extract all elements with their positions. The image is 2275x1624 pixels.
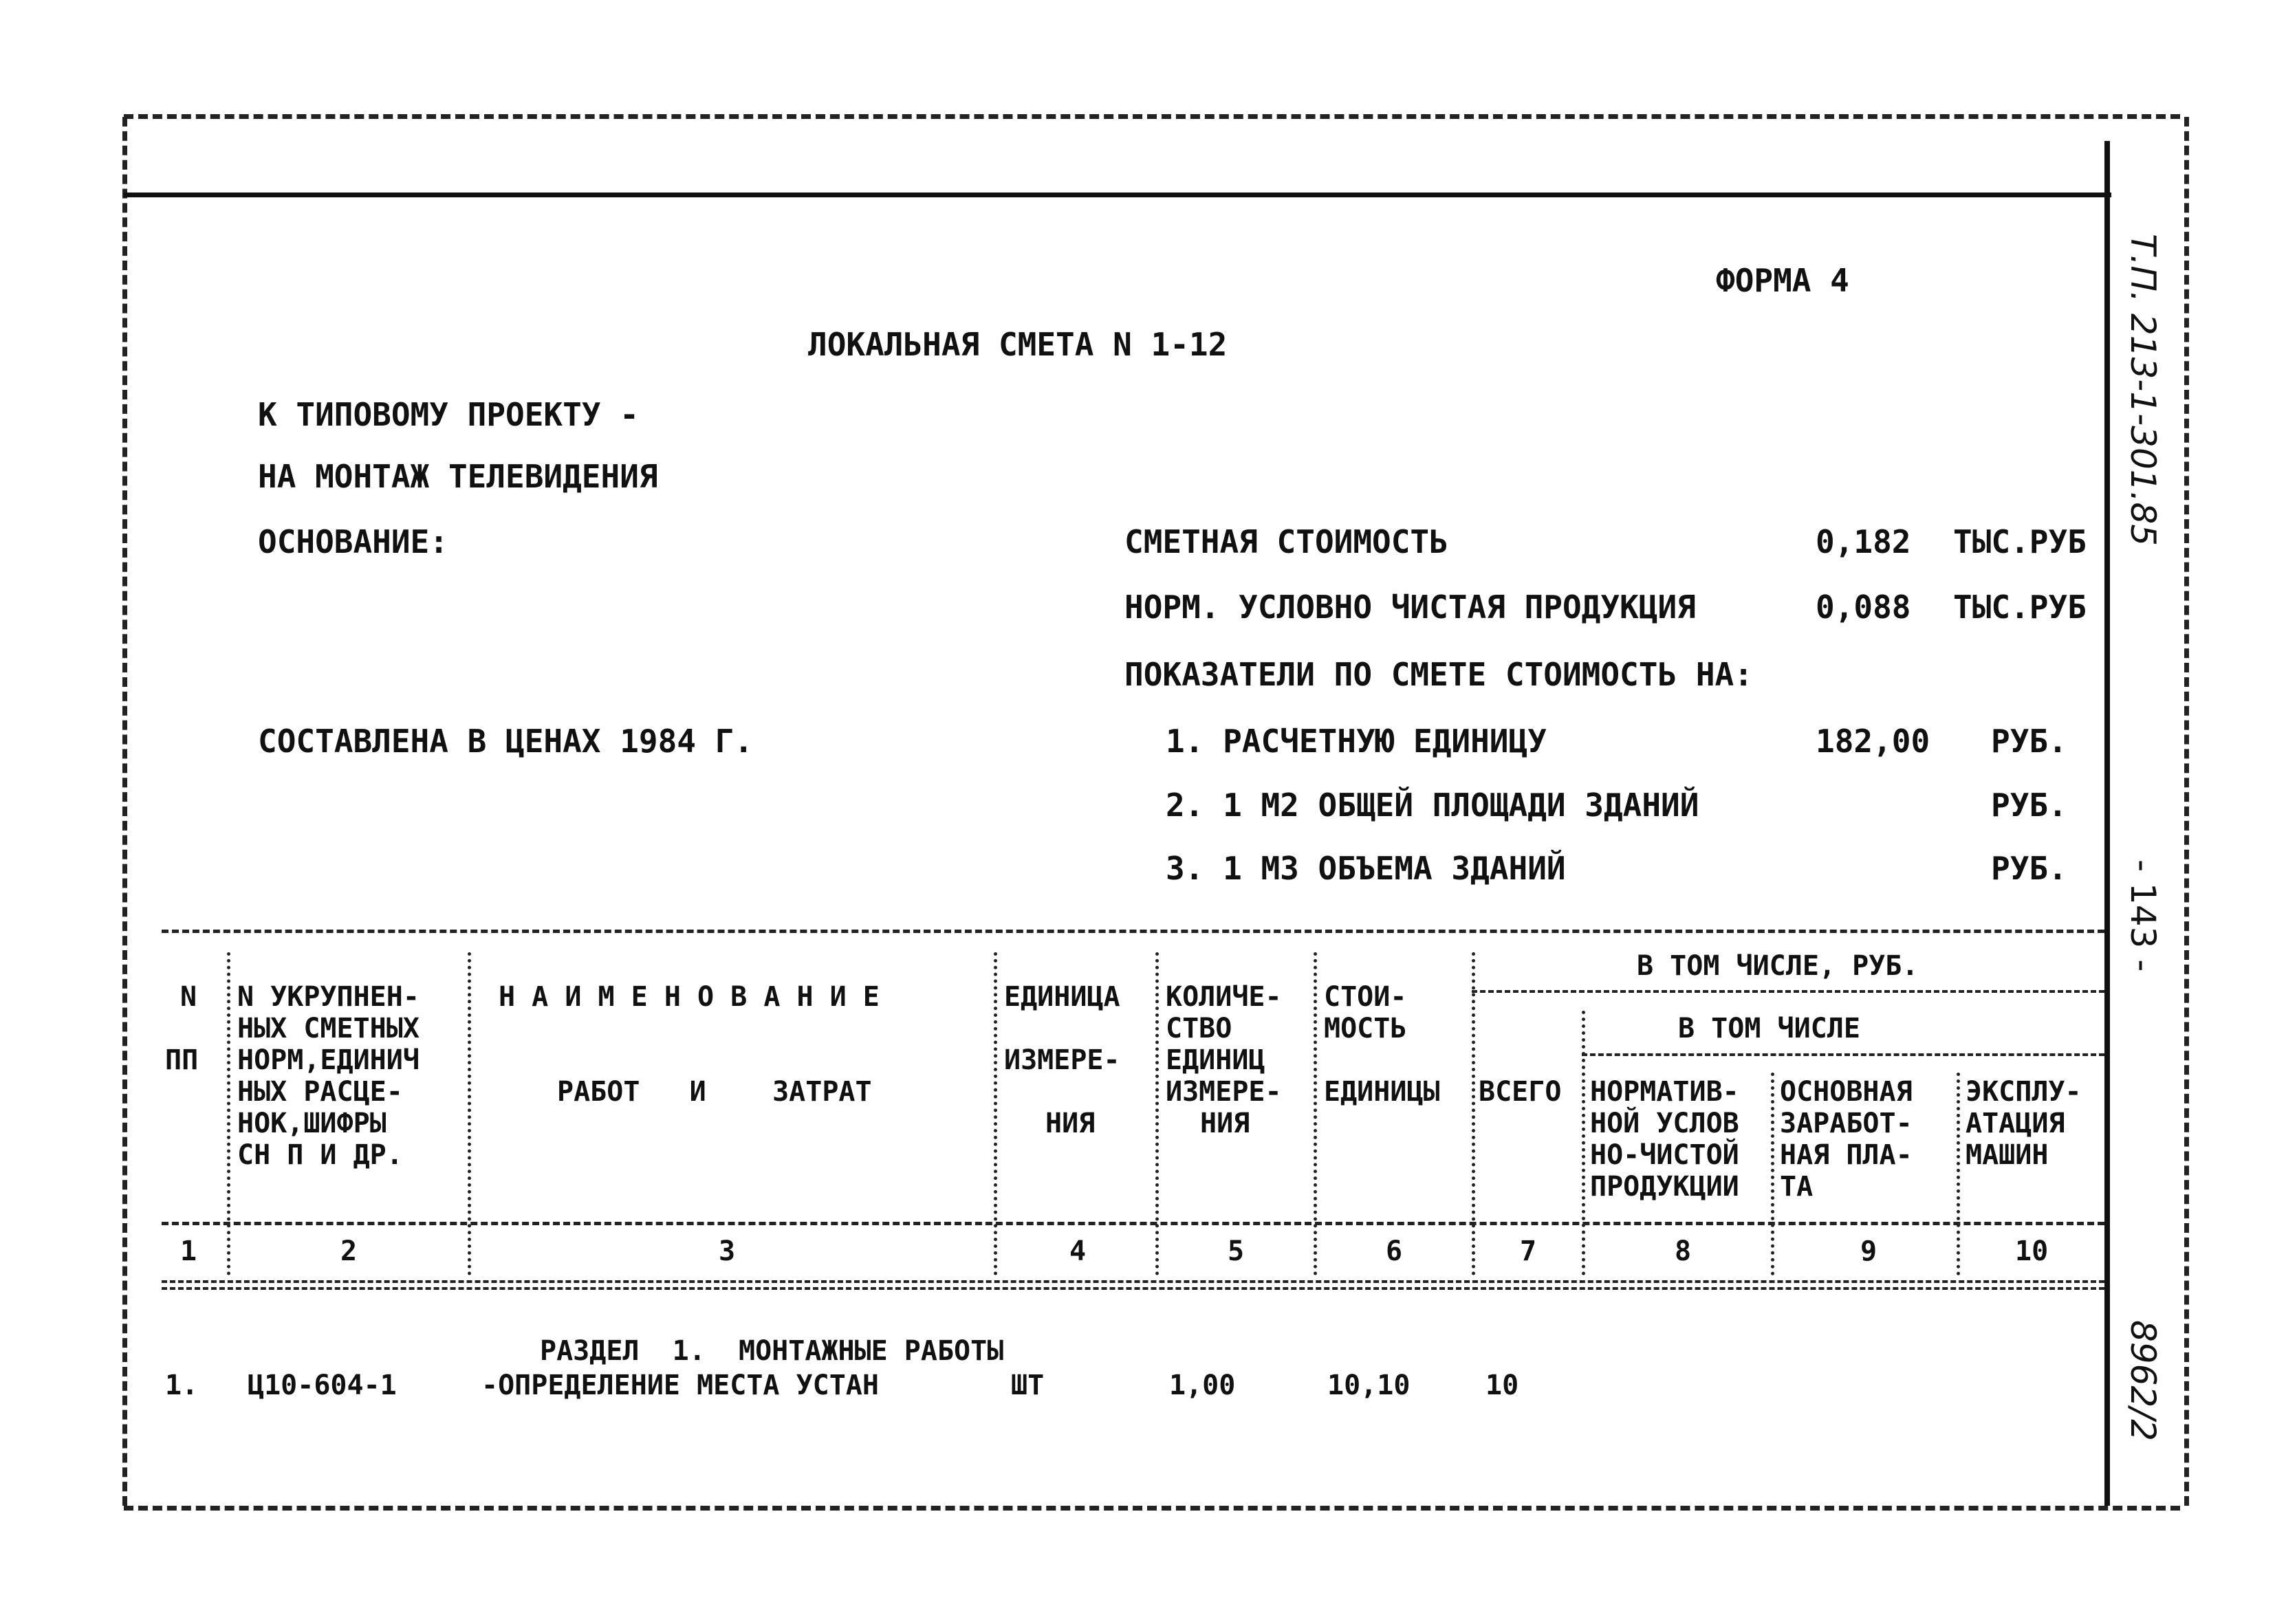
column-number: 10: [2015, 1236, 2049, 1267]
column-number: 3: [719, 1236, 736, 1267]
header-col9: ТА: [1780, 1171, 1814, 1203]
column-number: 4: [1069, 1236, 1087, 1267]
prices-note: СОСТАВЛЕНА В ЦЕНАХ 1984 Г.: [258, 723, 754, 760]
table-top-rule: [162, 930, 2104, 933]
header-col6: СТОИ-: [1324, 981, 1407, 1013]
frame-right-dashed: [2184, 117, 2189, 1506]
column-separator: [1472, 952, 1475, 1275]
column-separator: [227, 952, 230, 1275]
column-number: 5: [1228, 1236, 1245, 1267]
column-separator: [1314, 952, 1317, 1275]
header-col3-top: Н А И М Е Н О В А Н И Е: [499, 981, 880, 1013]
summary-label: ПОКАЗАТЕЛИ ПО СМЕТЕ СТОИМОСТЬ НА:: [1124, 656, 1753, 693]
document-title: ЛОКАЛЬНАЯ СМЕТА N 1-12: [808, 326, 1228, 363]
subgroup-rule: [1582, 1053, 2104, 1056]
header-col4: ИЗМЕРЕ-: [1004, 1044, 1120, 1076]
header-col2: НОК,ШИФРЫ: [237, 1108, 387, 1139]
column-number: 1: [180, 1236, 197, 1267]
side-sheet-number: 8962/2: [2123, 1320, 2163, 1441]
header-col5: ИЗМЕРЕ-: [1166, 1076, 1282, 1108]
summary-label: 2. 1 М2 ОБЩЕЙ ПЛОЩАДИ ЗДАНИЙ: [1166, 787, 1699, 824]
side-page-number: - 143 -: [2123, 859, 2163, 972]
header-col6: ЕДИНИЦЫ: [1324, 1076, 1440, 1108]
summary-unit: РУБ.: [1991, 787, 2067, 824]
column-separator: [1582, 1011, 1585, 1275]
column-number: 9: [1860, 1236, 1877, 1267]
summary-label: 3. 1 М3 ОБЪЕМА ЗДАНИЙ: [1166, 850, 1566, 887]
summary-unit: ТЫС.РУБ: [1953, 589, 2087, 626]
header-col5: СТВО: [1166, 1013, 1232, 1044]
column-number: 8: [1675, 1236, 1692, 1267]
row-quantity: 1,00: [1169, 1370, 1236, 1401]
header-col10: АТАЦИЯ: [1966, 1108, 2065, 1139]
header-col9: ОСНОВНАЯ: [1780, 1076, 1913, 1108]
frame-top-solid: [124, 193, 2111, 197]
header-col5: ЕДИНИЦ: [1166, 1044, 1265, 1076]
table-header-rule: [162, 1222, 2104, 1225]
header-col1: ПП: [165, 1044, 199, 1076]
header-col8: НО-ЧИСТОЙ: [1590, 1139, 1739, 1171]
summary-value: 0,088: [1816, 589, 1911, 626]
header-col3-bottom: РАБОТ И ЗАТРАТ: [557, 1076, 872, 1108]
header-col2: НЫХ СМЕТНЫХ: [237, 1013, 420, 1044]
section-title: РАЗДЕЛ 1. МОНТАЖНЫЕ РАБОТЫ: [540, 1335, 1004, 1367]
header-col2: N УКРУПНЕН-: [237, 981, 420, 1013]
summary-unit: ТЫС.РУБ: [1953, 523, 2087, 560]
summary-label: 1. РАСЧЕТНУЮ ЕДИНИЦУ: [1166, 723, 1547, 760]
header-col1: N: [180, 981, 197, 1013]
header-col7: ВСЕГО: [1479, 1076, 1562, 1108]
row-name: -ОПРЕДЕЛЕНИЕ МЕСТА УСТАН: [481, 1370, 879, 1401]
column-number: 6: [1386, 1236, 1403, 1267]
row-total: 10: [1485, 1370, 1519, 1401]
frame-top-dashed: [124, 114, 2180, 119]
header-col6: МОСТЬ: [1324, 1013, 1407, 1044]
table-numbers-rule: [162, 1287, 2104, 1290]
header-col2: НЫХ РАСЦЕ-: [237, 1076, 403, 1108]
column-number: 2: [340, 1236, 358, 1267]
row-code: Ц10-604-1: [248, 1370, 397, 1401]
frame-bottom-dashed: [124, 1506, 2180, 1511]
basis-label: ОСНОВАНИЕ:: [258, 523, 448, 560]
summary-unit: РУБ.: [1991, 723, 2067, 760]
group-rule: [1472, 990, 2104, 993]
header-col5: КОЛИЧЕ-: [1166, 981, 1282, 1013]
header-col10: ЭКСПЛУ-: [1966, 1076, 2082, 1108]
table-numbers-rule: [162, 1280, 2104, 1283]
header-col8: НОРМАТИВ-: [1590, 1076, 1739, 1108]
header-col4: НИЯ: [1045, 1108, 1096, 1139]
column-separator: [468, 952, 471, 1275]
summary-label: СМЕТНАЯ СТОИМОСТЬ: [1124, 523, 1448, 560]
column-separator: [994, 952, 997, 1275]
column-separator: [1957, 1073, 1960, 1275]
side-doc-code: Т.П. 213-1-301.85: [2123, 234, 2163, 547]
column-separator: [1771, 1073, 1774, 1275]
subgroup-header: В ТОМ ЧИСЛЕ: [1678, 1013, 1860, 1044]
row-number: 1.: [165, 1370, 199, 1401]
header-col5: НИЯ: [1200, 1108, 1250, 1139]
frame-left-dashed: [122, 117, 127, 1506]
header-col4: ЕДИНИЦА: [1004, 981, 1120, 1013]
column-number: 7: [1520, 1236, 1537, 1267]
row-unit-cost: 10,10: [1327, 1370, 1411, 1401]
form-label: ФОРМА 4: [1716, 262, 1849, 299]
header-col9: НАЯ ПЛА-: [1780, 1139, 1913, 1171]
header-col8: ПРОДУКЦИИ: [1590, 1171, 1739, 1203]
group-header: В ТОМ ЧИСЛЕ, РУБ.: [1637, 950, 1919, 982]
frame-right-solid: [2104, 141, 2110, 1506]
project-line-2: НА МОНТАЖ ТЕЛЕВИДЕНИЯ: [258, 458, 658, 495]
column-separator: [1155, 952, 1159, 1275]
header-col2: СН П И ДР.: [237, 1139, 403, 1171]
row-unit: ШТ: [1011, 1370, 1045, 1401]
header-col8: НОЙ УСЛОВ: [1590, 1108, 1739, 1139]
project-line-1: К ТИПОВОМУ ПРОЕКТУ -: [258, 396, 639, 433]
header-col10: МАШИН: [1966, 1139, 2049, 1171]
summary-unit: РУБ.: [1991, 850, 2067, 887]
header-col9: ЗАРАБОТ-: [1780, 1108, 1913, 1139]
summary-label: НОРМ. УСЛОВНО ЧИСТАЯ ПРОДУКЦИЯ: [1124, 589, 1696, 626]
summary-value: 182,00: [1816, 723, 1930, 760]
header-col2: НОРМ,ЕДИНИЧ: [237, 1044, 420, 1076]
summary-value: 0,182: [1816, 523, 1911, 560]
